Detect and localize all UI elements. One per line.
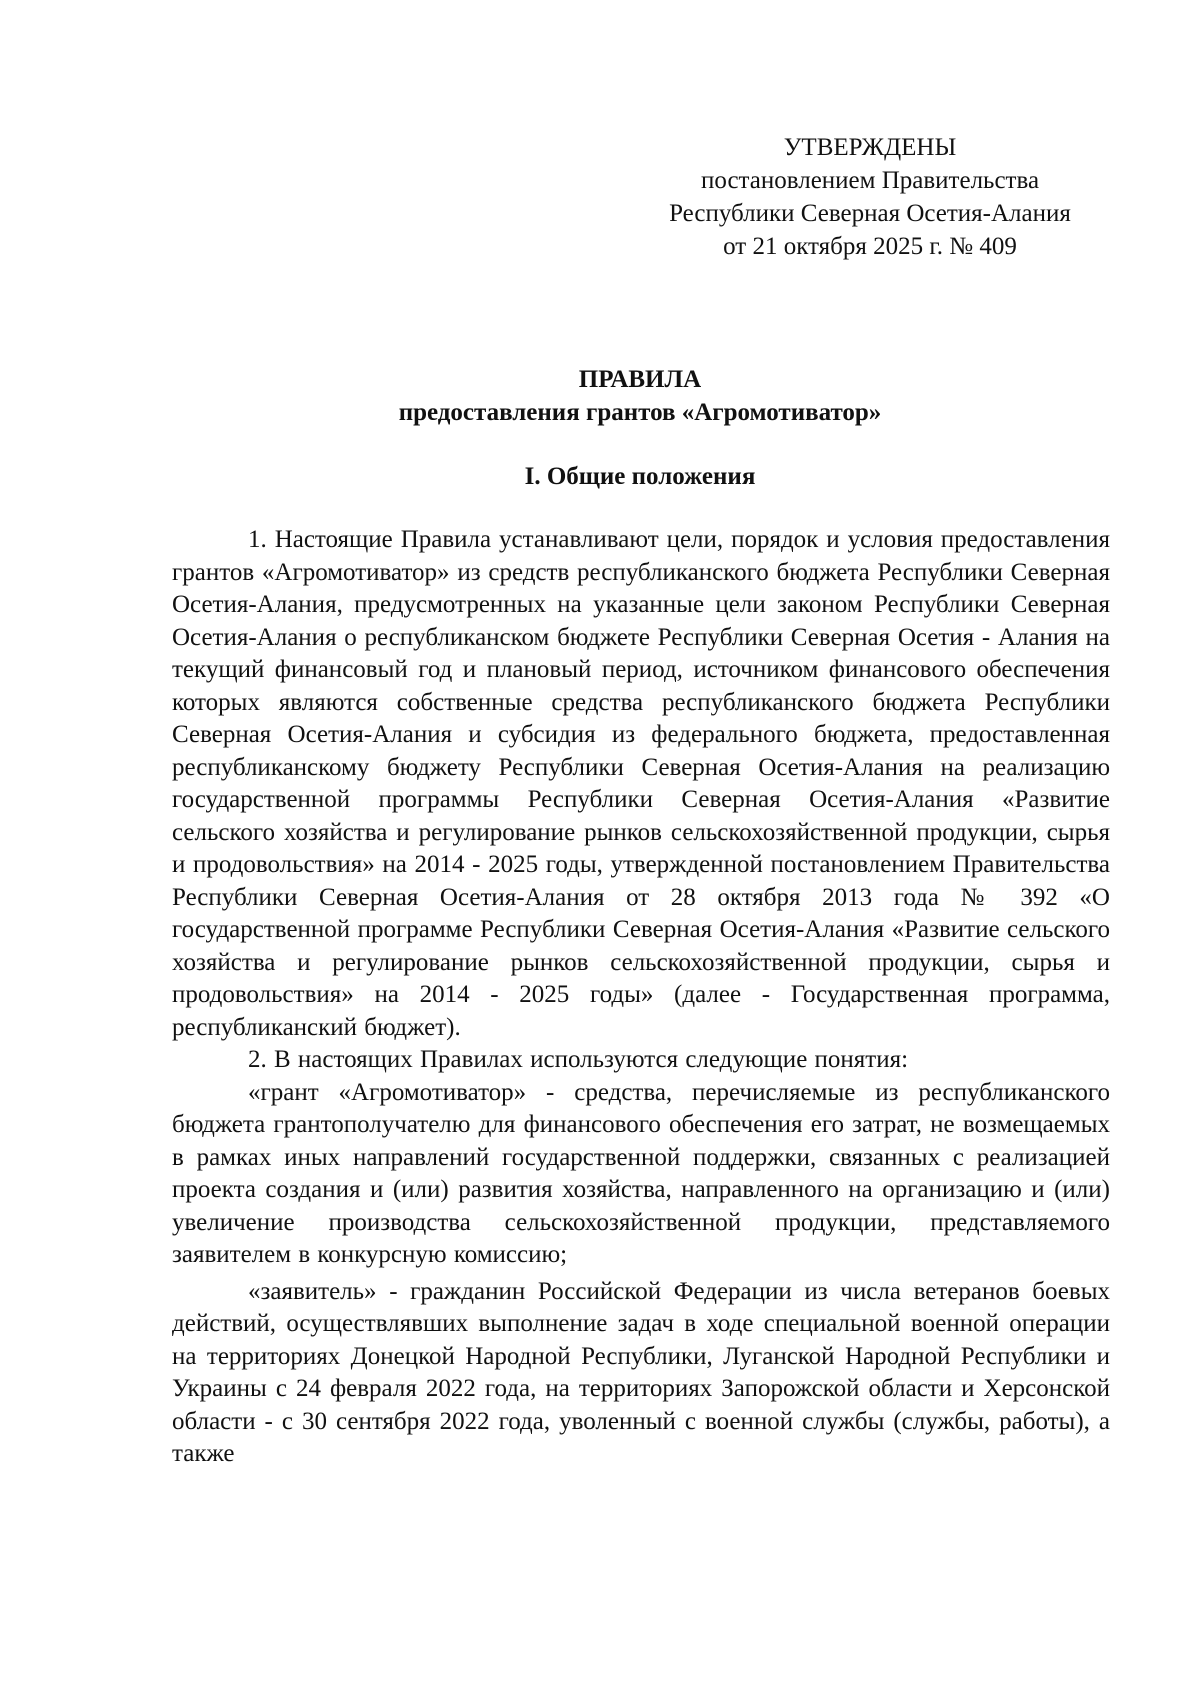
approval-line-3: Республики Северная Осетия-Алания [669,200,1071,227]
title-main: ПРАВИЛА [578,366,702,393]
approval-stamp [560,131,1180,263]
body-text [172,524,1110,1471]
approval-line-1: УТВЕРЖДЕНЫ [783,134,957,161]
title-subtitle: предоставления грантов «Агромотиватор» [398,399,882,426]
paragraph-2: 2. В настоящих Правилах используются следующие понятия: [248,1046,909,1073]
paragraph-3: «грант «Агромотиватор» - средства, перечисляемые из республиканского бюджета грантополучателю для финансового обеспечения его затрат, не возмещаемых в рамках иных направлений государственной поддержки, связанных с реализацией проекта создания и (или) развития хозяйства, направленного на организацию и (или) увеличение производства сельскохозяйственной продукции, представляемого заявителем в конкурсную комиссию; [172,1078,1110,1268]
approval-line-4: от 21 октября 2025 г. № 409 [723,233,1017,260]
approval-line-2: постановлением Правительства [700,167,1040,194]
section-heading: I. Общие положения [524,463,756,490]
document-title [170,363,1110,429]
paragraph-1: 1. Настоящие Правила устанавливают цели, порядок и условия предоставления грантов «Агромотиватор» из средств республиканского бюджета Республики Северная Осетия-Алания, предусмотренных на указанные цели законом Республики Северная Осетия-Алания о республиканском бюджете Республики Северная Осетия - Алания на текущий финансовый год и плановый период, источником финансового обеспечения которых являются собственные средства республиканского бюджета Республики Северная Осетия-Алания и субсидия из федерального бюджета, предоставленная республиканскому бюджету Республики Северная Осетия-Алания на реализацию государственной программы Республики Северная Осетия-Алания «Развитие сельского хозяйства и регулирование рынков сельскохозяйственной продукции, сырья и продовольствия» на 2014 - 2025 годы, утвержденной постановлением Правительства Республики Северная Осетия-Алания от 28 октября 2013 года № 392 «О государственной программе Республики Северная Осетия-Алания «Развитие сельского хозяйства и регулирование рынков сельскохозяйственной продукции, сырья и продовольствия» на 2014 - 2025 годы» (далее - Государственная программа, республиканский бюджет). [172,526,1110,1041]
paragraph-4: «заявитель» - гражданин Российской Федерации из числа ветеранов боевых действий, осуществлявших выполнение задач в ходе специальной военной операции на территориях Донецкой Народной Республики, Луганской Народной Республики и Украины с 24 февраля 2022 года, на территориях Запорожской области и Херсонской области - с 30 сентября 2022 года, уволенный с военной службы (службы, работы), а также [172,1277,1110,1467]
